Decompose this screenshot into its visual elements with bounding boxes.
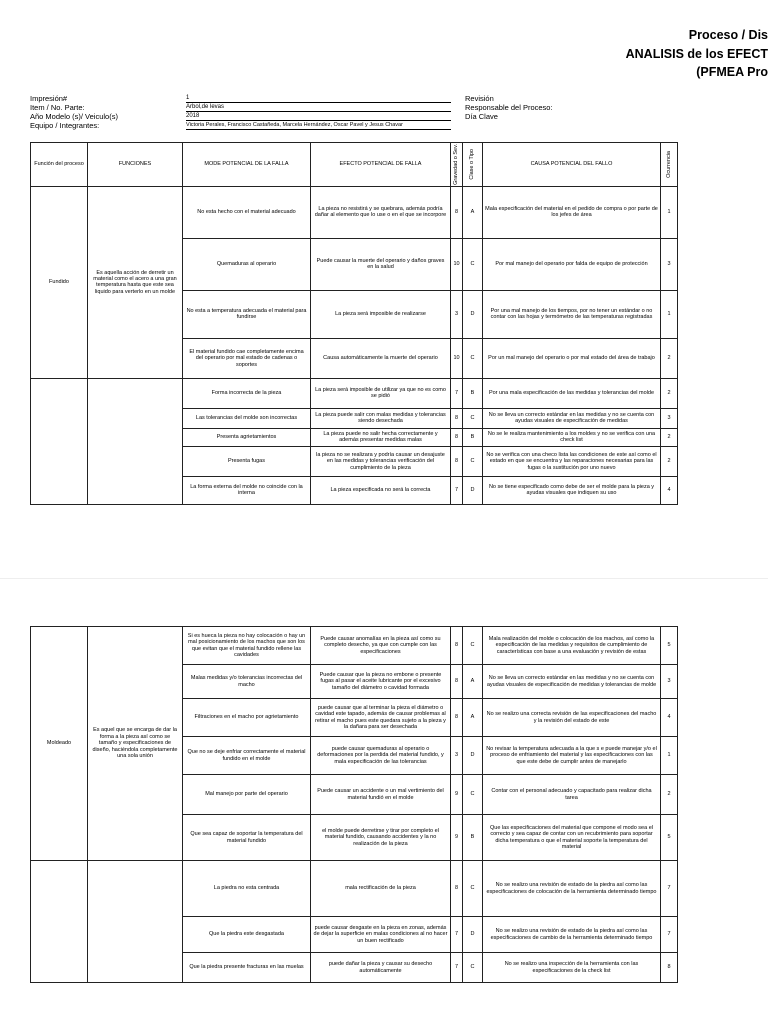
cell-efecto: Puede causar anomalías en la pieza así como su completo desecho, ya que con cumple con las especificaciones bbox=[311, 627, 451, 665]
modelo-label: Año Modelo (s)/ Veiculo(s) bbox=[30, 112, 118, 121]
cell-efecto: puede causar quemaduras al operario o deformaciones por la perdida del material fundido, y mala especificación de las tolerancias bbox=[311, 737, 451, 775]
document-page-2 bbox=[0, 600, 768, 1024]
col-modo-potencial: MODE POTENCIAL DE LA FALLA bbox=[183, 143, 311, 187]
cell-causa: No se tiene especificado como debe de ser el molde para la pieza y ayudas visuales que indiquen su uso bbox=[483, 476, 661, 504]
cell-severidad: 8 bbox=[451, 861, 463, 917]
cell-severidad: 8 bbox=[451, 665, 463, 699]
cell-funcion-proceso bbox=[31, 378, 88, 504]
cell-modo: Presenta agrietamientos bbox=[183, 428, 311, 446]
cell-modo: Que sea capaz de soportar la temperatura del material fundido bbox=[183, 815, 311, 861]
cell-severidad: 8 bbox=[451, 446, 463, 476]
cell-efecto: el molde puede derretirse y tirar por completo el material fundido, causando accidentes y la no realización de la pieza bbox=[311, 815, 451, 861]
cell-clase: C bbox=[463, 861, 483, 917]
cell-efecto: La pieza será imposible de utilizar ya que no es como se pidió bbox=[311, 378, 451, 408]
cell-efecto: La pieza puede salir con malas medidas y tolerancias siendo desechada bbox=[311, 408, 451, 428]
cell-clase: A bbox=[463, 665, 483, 699]
cell-ocurrencia: 2 bbox=[661, 338, 678, 378]
cell-modo: Que la piedra presente fracturas en las muelas bbox=[183, 953, 311, 983]
cell-efecto: La pieza no resistirá y se quebrara, además podría dañar al elemento que lo use o en el que se incorpore bbox=[311, 186, 451, 238]
cell-clase: D bbox=[463, 476, 483, 504]
cell-funciones: Es aquella acción de derretir un material como el acero a una gran temperatura hasta que este sea liquido para verterlo en un molde bbox=[88, 186, 183, 378]
cell-severidad: 7 bbox=[451, 917, 463, 953]
cell-severidad: 9 bbox=[451, 775, 463, 815]
pfmea-table-page-1 bbox=[30, 142, 678, 505]
cell-ocurrencia: 2 bbox=[661, 775, 678, 815]
cell-causa: No revisar la temperatura adecuada a la que s e puede manejar y/o el proceso de enfriamiento del material y las especificaciones con las que este debe de cumplir antes de manejarlo bbox=[483, 737, 661, 775]
cell-efecto: Causa automáticamente la muerte del operario bbox=[311, 338, 451, 378]
cell-efecto: puede causar desgaste en la pieza en zonas, además de dejar la superficie en malas condiciones al no hacer un buen rectificado bbox=[311, 917, 451, 953]
col-causa-potencial: CAUSA POTENCIAL DEL FALLO bbox=[483, 143, 661, 187]
cell-ocurrencia: 3 bbox=[661, 665, 678, 699]
cell-funciones bbox=[88, 861, 183, 983]
cell-causa: No se lleva un correcto estándar en las medidas y no se cuenta con ayudas visuales de especificación de medidas bbox=[483, 408, 661, 428]
cell-clase: C bbox=[463, 775, 483, 815]
cell-clase: C bbox=[463, 627, 483, 665]
item-label: Item / No. Parte: bbox=[30, 103, 85, 112]
cell-severidad: 9 bbox=[451, 815, 463, 861]
cell-efecto: la pieza no se realizara y podría causar un desajuste en las medidas y tolerancias verificación del cumplimiento de la pieza bbox=[311, 446, 451, 476]
col-funciones: FUNCIONES bbox=[88, 143, 183, 187]
cell-clase: C bbox=[463, 338, 483, 378]
cell-causa: No se realizo una revisión de estado de la piedra así como las especificaciones de cambio de la herramienta determinado tiempo bbox=[483, 917, 661, 953]
cell-ocurrencia: 3 bbox=[661, 408, 678, 428]
cell-causa: Mala especificación del material en el pedido de compra o por parte de los jefes de área bbox=[483, 186, 661, 238]
cell-modo: La piedra no esta centrada bbox=[183, 861, 311, 917]
cell-ocurrencia: 2 bbox=[661, 446, 678, 476]
cell-modo: La forma externa del molde no coincide con la interna bbox=[183, 476, 311, 504]
cell-causa: Contar con el personal adecuado y capacitado para realizar dicha tarea bbox=[483, 775, 661, 815]
page-separator bbox=[0, 578, 768, 601]
cell-funciones: Es aquel que se encarga de dar la forma a la pieza así como se tamaño y especificaciones de diseño, haciéndola completamente una sola unión bbox=[88, 627, 183, 861]
cell-clase: C bbox=[463, 953, 483, 983]
equipo-value: Victoria Perales, Francisco Castañeda, Marcela Hernández, Oscar Pavel y Jesus Chavar bbox=[186, 121, 451, 130]
cell-modo: Malas medidas y/o tolerancias incorrectas del macho bbox=[183, 665, 311, 699]
cell-efecto: mala rectificación de la pieza bbox=[311, 861, 451, 917]
cell-causa: Por mal manejo del operario por falda de equipo de protección bbox=[483, 238, 661, 290]
table-row bbox=[31, 378, 678, 408]
cell-severidad: 8 bbox=[451, 428, 463, 446]
cell-clase: B bbox=[463, 378, 483, 408]
cell-ocurrencia: 5 bbox=[661, 815, 678, 861]
cell-efecto: Puede causar la muerte del operario y daños graves en la salud bbox=[311, 238, 451, 290]
col-clase: Clase o Tipo bbox=[463, 143, 483, 187]
cell-funcion-proceso: Fundido bbox=[31, 186, 88, 378]
cell-efecto: La pieza puede no salir hecha correctamente y además presentar medidas malas bbox=[311, 428, 451, 446]
cell-funcion-proceso: Moldeado bbox=[31, 627, 88, 861]
table-row bbox=[31, 186, 678, 238]
cell-severidad: 3 bbox=[451, 737, 463, 775]
cell-causa: No se lleva un correcto estándar en las medidas y no se cuenta con ayudas visuales de especificación de medidas y tolerancias de molde bbox=[483, 665, 661, 699]
cell-modo: Que no se deje enfriar correctamente el material fundido en el molde bbox=[183, 737, 311, 775]
cell-causa: Por un mal manejo del operario o por mal estado del área de trabajo bbox=[483, 338, 661, 378]
table-header-row bbox=[31, 143, 678, 187]
pfmea-table-page-2 bbox=[30, 626, 678, 983]
cell-severidad: 8 bbox=[451, 699, 463, 737]
cell-modo: Quemaduras al operario bbox=[183, 238, 311, 290]
item-value: Arbol,de levas bbox=[186, 103, 451, 112]
col-ocurrencia: Ocurrencia bbox=[661, 143, 678, 187]
cell-ocurrencia: 5 bbox=[661, 627, 678, 665]
responsable-label: Responsable del Proceso: bbox=[465, 103, 553, 112]
col-severidad: Gravedad o Sev. bbox=[451, 143, 463, 187]
cell-efecto: La pieza será imposible de realizarse bbox=[311, 290, 451, 338]
cell-ocurrencia: 7 bbox=[661, 917, 678, 953]
cell-causa: Por una mala especificación de las medidas y tolerancias del molde bbox=[483, 378, 661, 408]
equipo-label: Equipo / Integrantes: bbox=[30, 121, 100, 130]
cell-modo: Filtraciones en el macho por agrietamiento bbox=[183, 699, 311, 737]
cell-clase: B bbox=[463, 815, 483, 861]
title-block bbox=[500, 28, 768, 88]
cell-ocurrencia: 3 bbox=[661, 238, 678, 290]
cell-ocurrencia: 7 bbox=[661, 861, 678, 917]
revision-label: Revisión bbox=[465, 94, 494, 103]
cell-causa: No se realizo una correcta revisión de las especificaciones del macho y la revisión del estado de este bbox=[483, 699, 661, 737]
cell-causa: Que las especificaciones del material que compone el modo sea el correcto y sea capaz de contar con un recubrimiento para soportar dicha temperatura o que el material soporte la temperatura del material bbox=[483, 815, 661, 861]
cell-modo: Si es hueca la pieza no hay colocación o hay un mal posicionamiento de los machos que son los que evitan que el material fundido rellene las cavidades bbox=[183, 627, 311, 665]
title-analisis: ANALISIS de los EFECT bbox=[625, 47, 768, 61]
cell-causa: No se verifica con una checo lista las condiciones de este así como el estado en que se encuentra y las reparaciones necesarias para las fugas o la sustitución por uno nuevo bbox=[483, 446, 661, 476]
cell-modo: El material fundido cae completamente encima del operario por mal estado de cadenas o soportes bbox=[183, 338, 311, 378]
cell-clase: A bbox=[463, 186, 483, 238]
cell-severidad: 8 bbox=[451, 408, 463, 428]
col-funcion-del-proceso: Función del proceso bbox=[31, 143, 88, 187]
cell-causa: Mala realización del molde o colocación de los machos, así como la especificación de las medidas y requisitos de cumplimiento de características con base a una evaluación y revisión de estas bbox=[483, 627, 661, 665]
cell-clase: D bbox=[463, 737, 483, 775]
cell-causa: No se realizo una revisión de estado de la piedra así como las especificaciones de colocación de la herramienta determinado tiempo bbox=[483, 861, 661, 917]
cell-clase: C bbox=[463, 238, 483, 290]
cell-efecto: puede dañar la pieza y causar su desecho automáticamente bbox=[311, 953, 451, 983]
cell-modo: Presenta fugas bbox=[183, 446, 311, 476]
cell-modo: Forma incorrecta de la pieza bbox=[183, 378, 311, 408]
cell-funciones bbox=[88, 378, 183, 504]
title-proceso: Proceso / Dis bbox=[688, 28, 768, 42]
cell-severidad: 8 bbox=[451, 186, 463, 238]
cell-clase: D bbox=[463, 917, 483, 953]
impresion-label: Impresión# bbox=[30, 94, 68, 103]
cell-causa: No se le realiza mantenimiento a los moldes y no se verifica con una check list bbox=[483, 428, 661, 446]
cell-clase: C bbox=[463, 446, 483, 476]
cell-clase: A bbox=[463, 699, 483, 737]
cell-clase: D bbox=[463, 290, 483, 338]
cell-severidad: 7 bbox=[451, 953, 463, 983]
cell-severidad: 10 bbox=[451, 238, 463, 290]
cell-funcion-proceso bbox=[31, 861, 88, 983]
cell-causa: No se realizo una inspección de la herramienta con las especificaciones de la check list bbox=[483, 953, 661, 983]
cell-ocurrencia: 2 bbox=[661, 378, 678, 408]
cell-ocurrencia: 4 bbox=[661, 699, 678, 737]
cell-causa: Por una mal manejo de los tiempos, por no tener un estándar o no contar con las hojas y termómetro de las temperaturas registradas bbox=[483, 290, 661, 338]
title-pfmea: (PFMEA Pro bbox=[696, 65, 768, 79]
cell-efecto: puede causar que al terminar la pieza el diámetro o cavidad este tapado, además de causar problemas al retirar el macho pues este quedara sujeto a la pieza y la dañara para ser desechada bbox=[311, 699, 451, 737]
table-row bbox=[31, 627, 678, 665]
cell-efecto: Puede causar un accidente o un mal vertimiento del material fundió en el molde bbox=[311, 775, 451, 815]
cell-modo: Las tolerancias del molde son incorrectas bbox=[183, 408, 311, 428]
cell-modo: No esta a temperatura adecuada el material para fundirse bbox=[183, 290, 311, 338]
cell-ocurrencia: 1 bbox=[661, 186, 678, 238]
cell-severidad: 7 bbox=[451, 378, 463, 408]
dia-clave-label: Día Clave bbox=[465, 112, 498, 121]
cell-ocurrencia: 2 bbox=[661, 428, 678, 446]
cell-ocurrencia: 1 bbox=[661, 290, 678, 338]
cell-severidad: 3 bbox=[451, 290, 463, 338]
cell-modo: Mal manejo por parte del operario bbox=[183, 775, 311, 815]
cell-modo: Que la piedra este desgastada bbox=[183, 917, 311, 953]
impresion-value: 1 bbox=[186, 94, 451, 103]
cell-severidad: 7 bbox=[451, 476, 463, 504]
col-efecto-potencial: EFECTO POTENCIAL DE FALLA bbox=[311, 143, 451, 187]
cell-ocurrencia: 1 bbox=[661, 737, 678, 775]
cell-clase: B bbox=[463, 428, 483, 446]
cell-clase: C bbox=[463, 408, 483, 428]
modelo-value: 2018 bbox=[186, 112, 451, 121]
cell-severidad: 10 bbox=[451, 338, 463, 378]
info-left bbox=[30, 94, 470, 134]
cell-ocurrencia: 4 bbox=[661, 476, 678, 504]
cell-efecto: La pieza especificada no será la correcta bbox=[311, 476, 451, 504]
cell-efecto: Puede causar que la pieza no embone o presente fugas al pasar el aceite lubricante por el excesivo tamaño del diámetro o cavidad formada bbox=[311, 665, 451, 699]
cell-severidad: 8 bbox=[451, 627, 463, 665]
table-row bbox=[31, 861, 678, 917]
cell-modo: No esta hecho con el material adecuado bbox=[183, 186, 311, 238]
cell-ocurrencia: 8 bbox=[661, 953, 678, 983]
